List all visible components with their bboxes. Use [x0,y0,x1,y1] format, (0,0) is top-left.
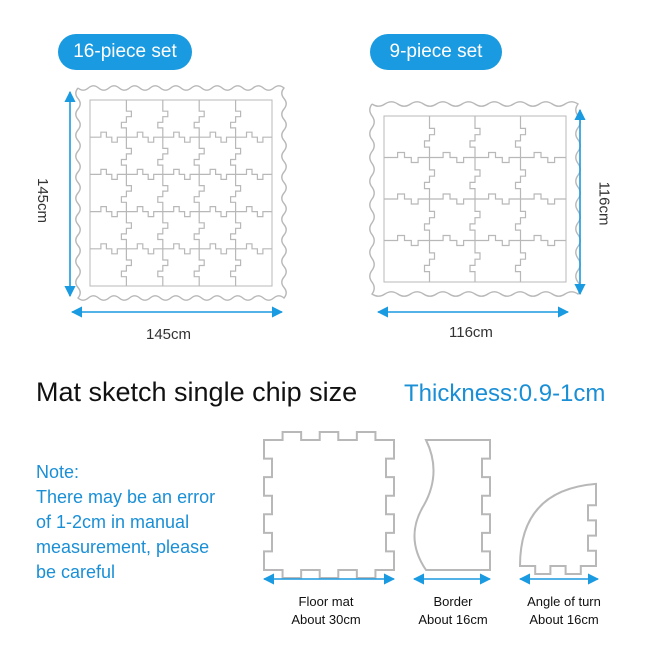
sixteen-width-label: 145cm [146,326,192,343]
sixteen-height-label: 145cm [34,177,52,224]
angle-of-turn-shape [520,484,596,574]
note-line: There may be an error [36,487,216,507]
border-name: Border [433,594,473,609]
border-size: About 16cm [418,612,488,627]
note-line: of 1-2cm in manual [36,512,190,532]
sixteen-set-grid-row-line [90,207,272,217]
sixteen-set-inner-frame [90,100,272,286]
floor-mat-name: Floor mat [298,594,354,609]
floor-mat-shape [264,432,394,578]
sixteen-set-grid-col-line [121,100,131,286]
border-shape [414,440,490,570]
sixteen-set-grid-col-line [231,100,241,286]
nine-width-label: 116cm [449,324,493,341]
angle-name: Angle of turn [527,594,601,609]
sixteen-set-outer-border [76,86,286,300]
note-heading: Note: [36,462,80,482]
note-line: be careful [36,562,116,582]
angle-size: About 16cm [529,612,599,627]
floor-mat-size: About 30cm [291,612,361,627]
sixteen-set-grid-row-line [90,244,272,254]
thickness-label: Thickness:0.9-1cm [404,380,606,407]
note-line: measurement, please [36,537,210,557]
nine-piece-set-badge: 9-piece set [370,34,502,70]
sixteen-set-grid-row-line [90,169,272,179]
sixteen-set-grid-col-line [194,100,204,286]
sixteen-piece-set-badge: 16-piece set [58,34,192,70]
sketch-title: Mat sketch single chip size [36,377,358,407]
sixteen-set-grid-row-line [90,132,272,142]
nine-height-label: 116cm [595,181,613,226]
sixteen-set-grid-col-line [158,100,168,286]
